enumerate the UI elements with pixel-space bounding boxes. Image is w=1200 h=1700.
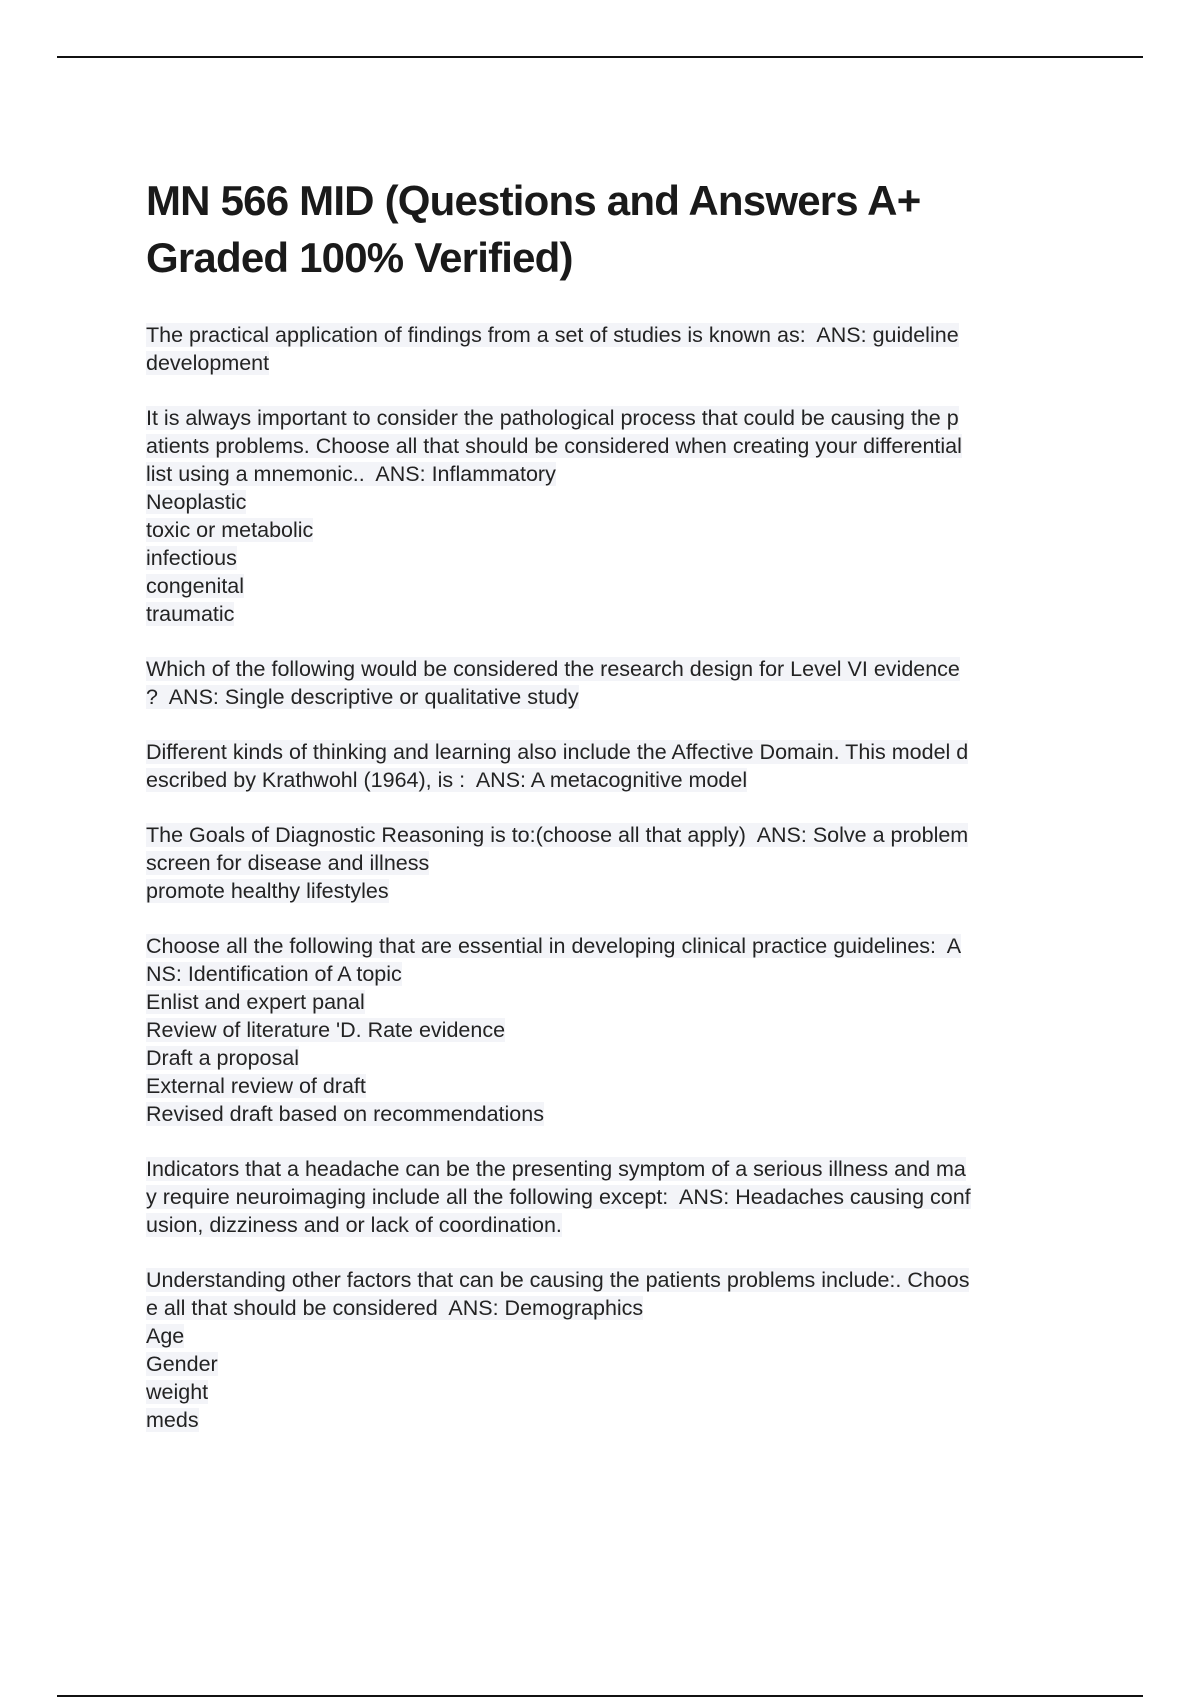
qa-line: Which of the following would be considered the research design for Level VI evidence xyxy=(146,657,960,681)
qa-item xyxy=(146,821,1086,905)
qa-line: NS: Identification of A topic xyxy=(146,962,402,986)
qa-line: Age xyxy=(146,1324,185,1348)
qa-line: infectious xyxy=(146,546,237,570)
qa-line: weight xyxy=(146,1380,209,1404)
header-rule xyxy=(57,56,1143,58)
qa-line: congenital xyxy=(146,574,245,598)
title-line: MN 566 MID (Questions and Answers A+ xyxy=(146,177,921,224)
title-line: Graded 100% Verified) xyxy=(146,234,573,281)
qa-line: toxic or metabolic xyxy=(146,518,314,542)
document-title xyxy=(146,172,1086,286)
qa-line: atients problems. Choose all that should be considered when creating your differential xyxy=(146,434,962,458)
qa-item xyxy=(146,1266,1086,1434)
qa-line: y require neuroimaging include all the following except: ANS: Headaches causing conf xyxy=(146,1185,971,1209)
qa-line: Understanding other factors that can be causing the patients problems include:. Choos xyxy=(146,1268,970,1292)
qa-line: Draft a proposal xyxy=(146,1046,299,1070)
qa-line: Indicators that a headache can be the presenting symptom of a serious illness and ma xyxy=(146,1157,966,1181)
qa-line: Revised draft based on recommendations xyxy=(146,1102,544,1126)
qa-item xyxy=(146,1155,1086,1239)
qa-line: Choose all the following that are essential in developing clinical practice guidelines: A xyxy=(146,934,962,958)
qa-line: Neoplastic xyxy=(146,490,247,514)
qa-line: development xyxy=(146,351,270,375)
qa-line: screen for disease and illness xyxy=(146,851,430,875)
qa-line: External review of draft xyxy=(146,1074,366,1098)
qa-item xyxy=(146,321,1086,377)
qa-line: The Goals of Diagnostic Reasoning is to:(choose all that apply) ANS: Solve a problem xyxy=(146,823,969,847)
qa-line: Different kinds of thinking and learning also include the Affective Domain. This model d xyxy=(146,740,969,764)
document-body xyxy=(146,172,1086,1461)
qa-line: Enlist and expert panal xyxy=(146,990,365,1014)
qa-line: It is always important to consider the pathological process that could be causing the p xyxy=(146,406,959,430)
qa-line: The practical application of findings from a set of studies is known as: ANS: guideline xyxy=(146,323,959,347)
qa-item xyxy=(146,404,1086,628)
qa-line: escribed by Krathwohl (1964), is : ANS: A metacognitive model xyxy=(146,768,748,792)
qa-line: ? ANS: Single descriptive or qualitative study xyxy=(146,685,579,709)
qa-line: usion, dizziness and or lack of coordination. xyxy=(146,1213,562,1237)
qa-item xyxy=(146,738,1086,794)
footer-rule xyxy=(57,1695,1143,1697)
qa-line: Review of literature 'D. Rate evidence xyxy=(146,1018,506,1042)
qa-line: e all that should be considered ANS: Demographics xyxy=(146,1296,644,1320)
qa-line: Gender xyxy=(146,1352,218,1376)
qa-line: meds xyxy=(146,1408,199,1432)
qa-item xyxy=(146,932,1086,1128)
qa-line: promote healthy lifestyles xyxy=(146,879,389,903)
qa-item xyxy=(146,655,1086,711)
qa-line: list using a mnemonic.. ANS: Inflammatory xyxy=(146,462,556,486)
qa-line: traumatic xyxy=(146,602,235,626)
